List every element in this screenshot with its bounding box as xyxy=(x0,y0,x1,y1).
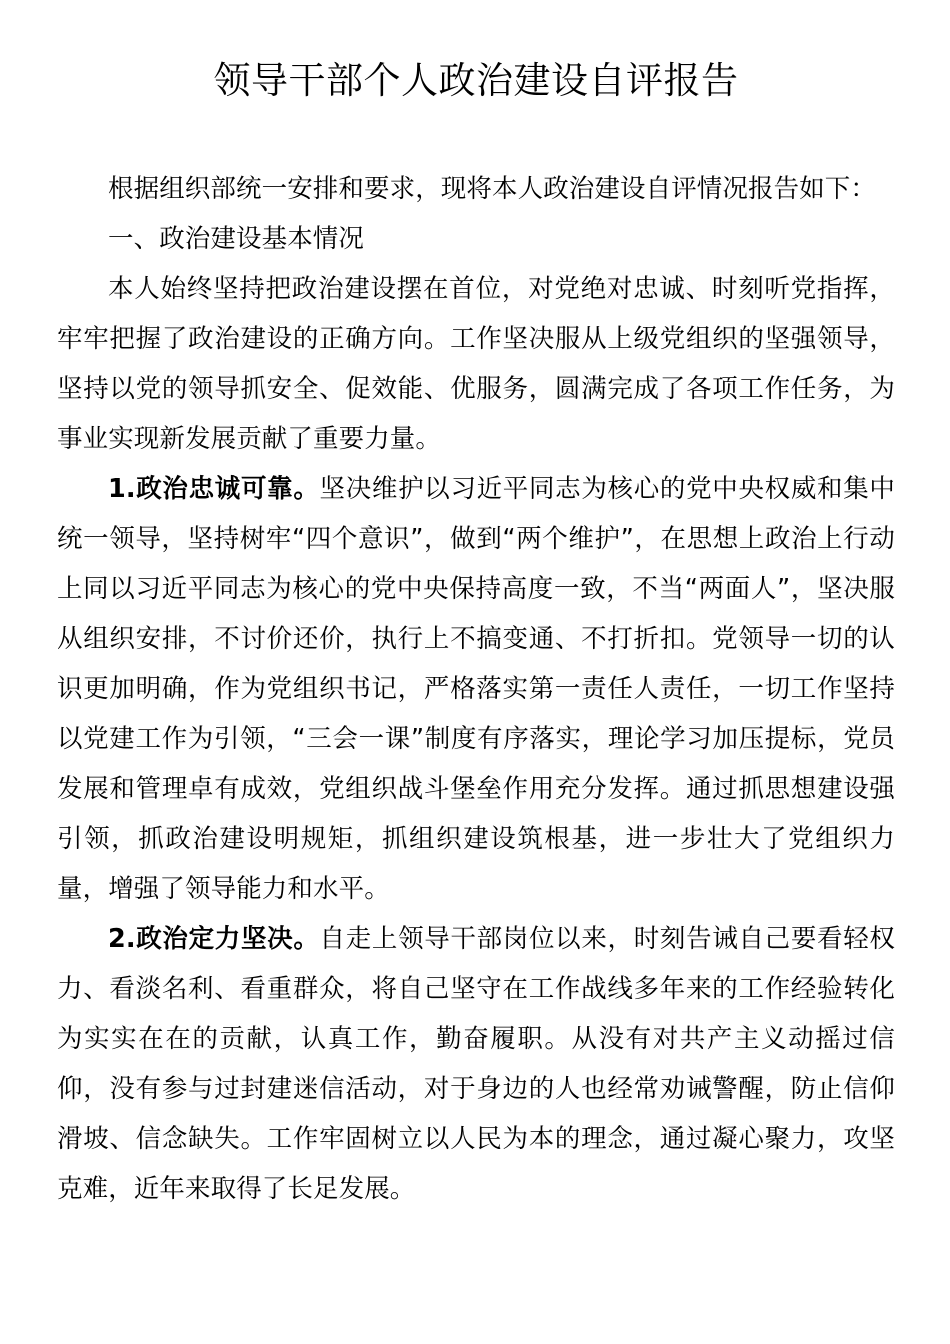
paragraph-intro: 根据组织部统一安排和要求，现将本人政治建设自评情况报告如下： xyxy=(108,174,877,205)
paragraph-item-1 xyxy=(57,464,895,914)
item-1-lead-label: 1.政治忠诚可靠。 xyxy=(108,474,320,505)
item-1-body-text: 坚决维护以习近平同志为核心的党中央权威和集中统一领导，坚持树牢“四个意识”，做到“两个维护”，在思想上政治上行动上同以习近平同志为核心的党中央保持高度一致，不当“两面人”，坚决服从组织安排，不讨价还价，执行上不搞变通、不打折扣。党领导一切的认识更加明确，作为党组织书记，严格落实第一责任人责任，一切工作坚持以党建工作为引领，“三会一课”制度有序落实，理论学习加压提标，党员发展和管理卓有成效，党组织战斗堡垒作用充分发挥。通过抓思想建设强引领，抓政治建设明规矩，抓组织建设筑根基，进一步壮大了党组织力量，增强了领导能力和水平。 xyxy=(57,474,895,905)
section-heading-1: 一、政治建设基本情况 xyxy=(108,224,365,255)
item-2-body-text: 自走上领导干部岗位以来，时刻告诫自己要看轻权力、看淡名利、看重群众，将自己坚守在工作战线多年来的工作经验转化为实实在在的贡献，认真工作，勤奋履职。从没有对共产主义动摇过信仰，没有参与过封建迷信活动，对于身边的人也经常劝诫警醒，防止信仰滑坡、信念缺失。工作牢固树立以人民为本的理念，通过凝心聚力，攻坚克难，近年来取得了长足发展。 xyxy=(57,924,895,1205)
paragraph-overview: 本人始终坚持把政治建设摆在首位，对党绝对忠诚、时刻听党指挥，牢牢把握了政治建设的正确方向。工作坚决服从上级党组织的坚强领导，坚持以党的领导抓安全、促效能、优服务，圆满完成了各项工作任务，为事业实现新发展贡献了重要力量。 xyxy=(57,274,895,455)
paragraph-item-2 xyxy=(57,914,895,1214)
page-title: 领导干部个人政治建设自评报告 xyxy=(213,59,739,102)
item-2-lead-label: 2.政治定力坚决。 xyxy=(108,924,320,955)
title-spacer xyxy=(57,104,895,164)
document-body xyxy=(57,0,895,1214)
